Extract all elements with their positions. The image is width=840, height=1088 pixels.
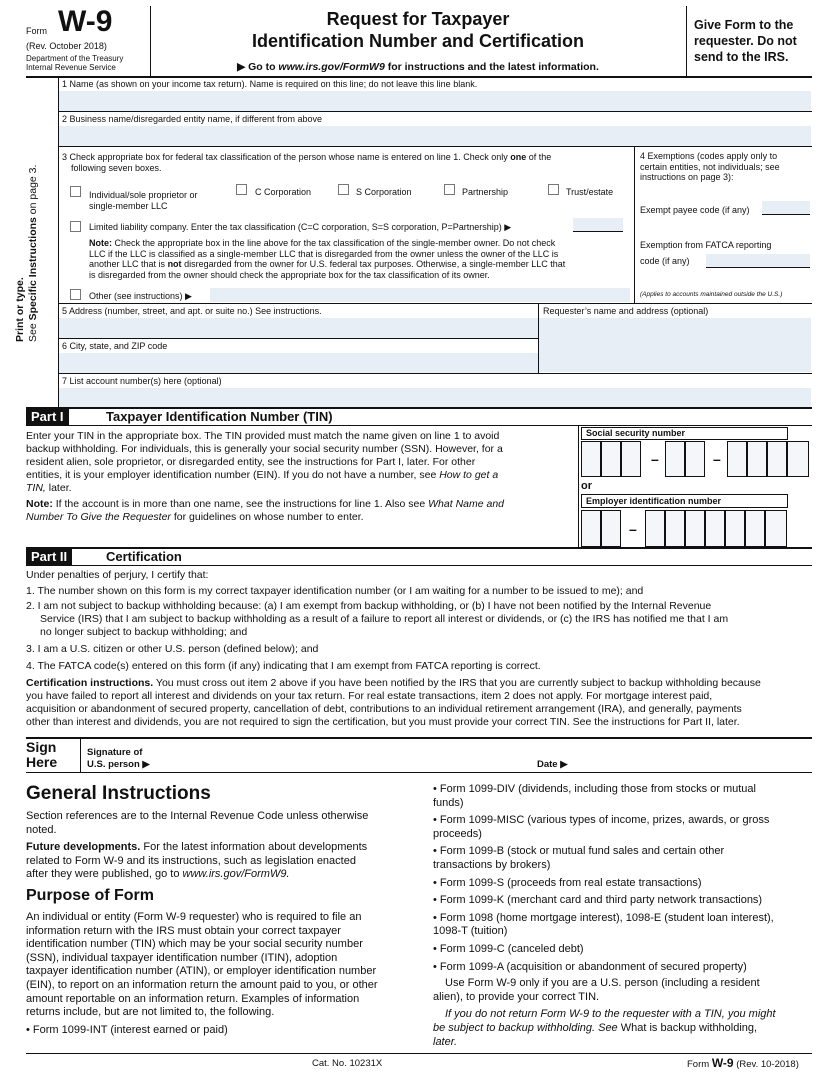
label-c-corp: C Corporation [255,187,312,197]
part1-body: Enter your TIN in the appropriate box. The TIN provided must match the name given on line 1 to avoid backup withholding. For individuals, this is generally your social security number (SSN). However, for a resident alien, sole proprietor, or disregarded entity, see the instructions for Part I, later. For other entities, it is your employer identification number (EIN). If you do not have a number, see How to get a TIN, later. [26,430,503,494]
part2-title: Certification [106,549,182,564]
checkbox-s-corp[interactable] [338,184,349,195]
footer-form: Form W-9 (Rev. 10-2018) [687,1056,799,1070]
title-line-1: Request for Taxpayer [326,9,510,29]
requester-label: Requester’s name and address (optional) [543,306,709,316]
llc-note: Note: Check the appropriate box in the line above for the tax classification of the single-member owner. Do not check LLC if the LLC is classified as a single-member LLC that is disregarded from the owner unless the owner of the LLC is another LLC that is not disregarded from the owner for U.S. federal tax purposes. Otherwise, a single-member LLC that is disregarded from the owner should check the appropriate box for the tax classification of its owner. [89,238,566,280]
part1-note: Note: If the account is in more than one name, see the instructions for line 1. Also see What Name and Number To Give the Requester for guidelines on whose number to enter. [26,498,505,523]
signature-label: Signature of U.S. person ▶ [87,747,150,770]
cat-number: Cat. No. 10231X [312,1058,383,1069]
line6-label: 6 City, state, and ZIP code [62,341,168,351]
fatca-label-2: code (if any) [640,256,690,266]
side-label: Print or type. See Specific Instructions on page 3. [14,164,39,342]
part1-title: Taxpayer Identification Number (TIN) [106,409,333,424]
form-list: • Form 1099-DIV (dividends, including those from stocks or mutual funds) • Form 1099-MISC (various types of income, prizes, awards, or gross proceeds) • Form 1099-B (stock or mutual fund sales and certain other transactions by brokers) • Form 1099-S (proceeds from real estate transactions) • Form 1099-K (merchant card and third party network transactions) • Form 1098 (home mortgage interest), 1098-E (student loan interest), 1098-T (tuition) • Form 1099-C (canceled debt) • Form 1099-A (acquisition or abandonment of secured property) Use Form W-9 only if you are a U.S. person (including a resident alien), to provide your correct TIN. If you do not return Form W-9 to the requester with a TIN, you might be subject to backup withholding. See What is backup withholding, later. [433,783,776,1048]
account-numbers-field[interactable] [59,388,811,407]
part2-body: Under penalties of perjury, I certify that: 1. The number shown on this form is my correct taxpayer identification number (or I am waiting for a number to be issued to me); and 2. I am not subject to backup withholding because: (a) I am exempt from backup withholding, or (b) I have not been notified by the Internal Revenue Service (IRS) that I am subject to backup withholding as a result of a failure to report all interest or dividends, or (c) the IRS has notified me that I am no longer subject to backup withholding; and 3. I am a U.S. citizen or other U.S. person (defined below); and 4. The FATCA code(s) entered on this form (if any) indicating that I am exempt from FATCA reporting is correct. Certification instructions. You must cross out item 2 above if you have been notified by the IRS that you are currently subject to backup withholding because you have failed to report all interest and dividends on your tax return. For real estate transactions, item 2 does not apply. For mortgage interest paid, acquisition or abandonment of secured property, cancellation of debt, contributions to an individual retirement arrangement (IRA), and generally, payments other than interest and dividends, you are not required to sign the certification, but you must provide your correct TIN. See the instructions for Part II, later. [26,569,761,728]
sign-label: Sign Here [26,739,58,770]
revision: (Rev. October 2018) [26,41,107,51]
form-number: W-9 [58,5,113,38]
checkbox-individual[interactable] [70,186,81,197]
gi-section-refs: Section references are to the Internal Revenue Code unless otherwise noted. Future developments. For the latest information about developments related to Form W-9 and its instructions, such as legislation enacted after they were published, go to www.irs.gov/FormW9. [26,810,369,881]
form-label: Form [26,26,47,36]
name-field[interactable] [59,91,811,111]
goto-url[interactable]: www.irs.gov/FormW9 [278,61,385,73]
ein-label: Employer identification number [581,494,788,508]
label-s-corp: S Corporation [356,187,412,197]
goto-line: ▶ Go to www.irs.gov/FormW9 for instructions and the latest information. [237,61,599,73]
title-line-2: Identification Number and Certification [251,31,585,51]
purpose-heading: Purpose of Form [26,887,155,904]
date-label: Date ▶ [537,759,568,770]
irs: Internal Revenue Service [26,63,116,72]
applies-note: (Applies to accounts maintained outside the U.S.) [640,291,783,298]
dept: Department of the Treasury [26,54,124,63]
exemptions-label: 4 Exemptions (codes apply only to certain entities, not individuals; see instructions on page 3): [640,151,780,183]
label-individual: Individual/sole proprietor or single-member LLC [89,190,198,211]
line1-label: 1 Name (as shown on your income tax return). Name is required on this line; do not leave this line blank. [62,79,478,89]
general-instructions-heading: General Instructions [26,783,211,804]
exempt-payee-label: Exempt payee code (if any) [640,205,750,215]
signature-field[interactable] [160,742,530,770]
label-partnership: Partnership [462,187,509,197]
line5-label: 5 Address (number, street, and apt. or suite no.) See instructions. [62,306,322,316]
exempt-payee-field[interactable] [762,201,810,215]
give-form: Give Form to the requester. Do not send to the IRS. [694,18,797,64]
fatca-field[interactable] [706,254,810,268]
checkbox-other[interactable] [70,289,81,300]
ein-boxes[interactable]: – [581,510,811,547]
fatca-label-1: Exemption from FATCA reporting [640,240,772,250]
other-field[interactable] [210,288,630,302]
checkbox-c-corp[interactable] [236,184,247,195]
date-field[interactable] [575,742,811,770]
label-other: Other (see instructions) ▶ [89,291,192,301]
part1-tag: Part I [26,409,69,425]
address-field[interactable] [59,318,538,338]
checkbox-partnership[interactable] [444,184,455,195]
llc-classification-field[interactable] [573,218,623,232]
purpose-body: An individual or entity (Form W-9 requester) who is required to file an information return with the IRS must obtain your correct taxpayer identification number (TIN) which may be your social security number (SSN), individual taxpayer identification number (ITIN), adoption taxpayer identification number (ATIN), or employer identification number (EIN), to report on an information return the amount paid to you, or other amount reportable on an information return. Examples of information returns include, but are not limited to, the following. • Form 1099-INT (interest earned or paid) [26,911,378,1036]
requester-field[interactable] [539,318,811,372]
part2-tag: Part II [26,549,72,565]
label-llc: Limited liability company. Enter the tax classification (C=C corporation, S=S corporation, P=Partnership) ▶ [89,222,512,232]
line3-label: 3 Check appropriate box for federal tax classification of the person whose name is entered on line 1. Check only one of the following seven boxes. [62,152,552,173]
line2-label: 2 Business name/disregarded entity name, if different from above [62,114,322,124]
checkbox-trust[interactable] [548,184,559,195]
city-state-zip-field[interactable] [59,353,538,373]
ssn-label: Social security number [581,427,788,440]
label-trust: Trust/estate [566,187,614,197]
checkbox-llc[interactable] [70,221,81,232]
business-name-field[interactable] [59,126,811,146]
ssn-boxes[interactable]: – – [581,441,811,477]
line7-label: 7 List account number(s) here (optional) [62,376,222,386]
or-label: or [581,480,592,492]
